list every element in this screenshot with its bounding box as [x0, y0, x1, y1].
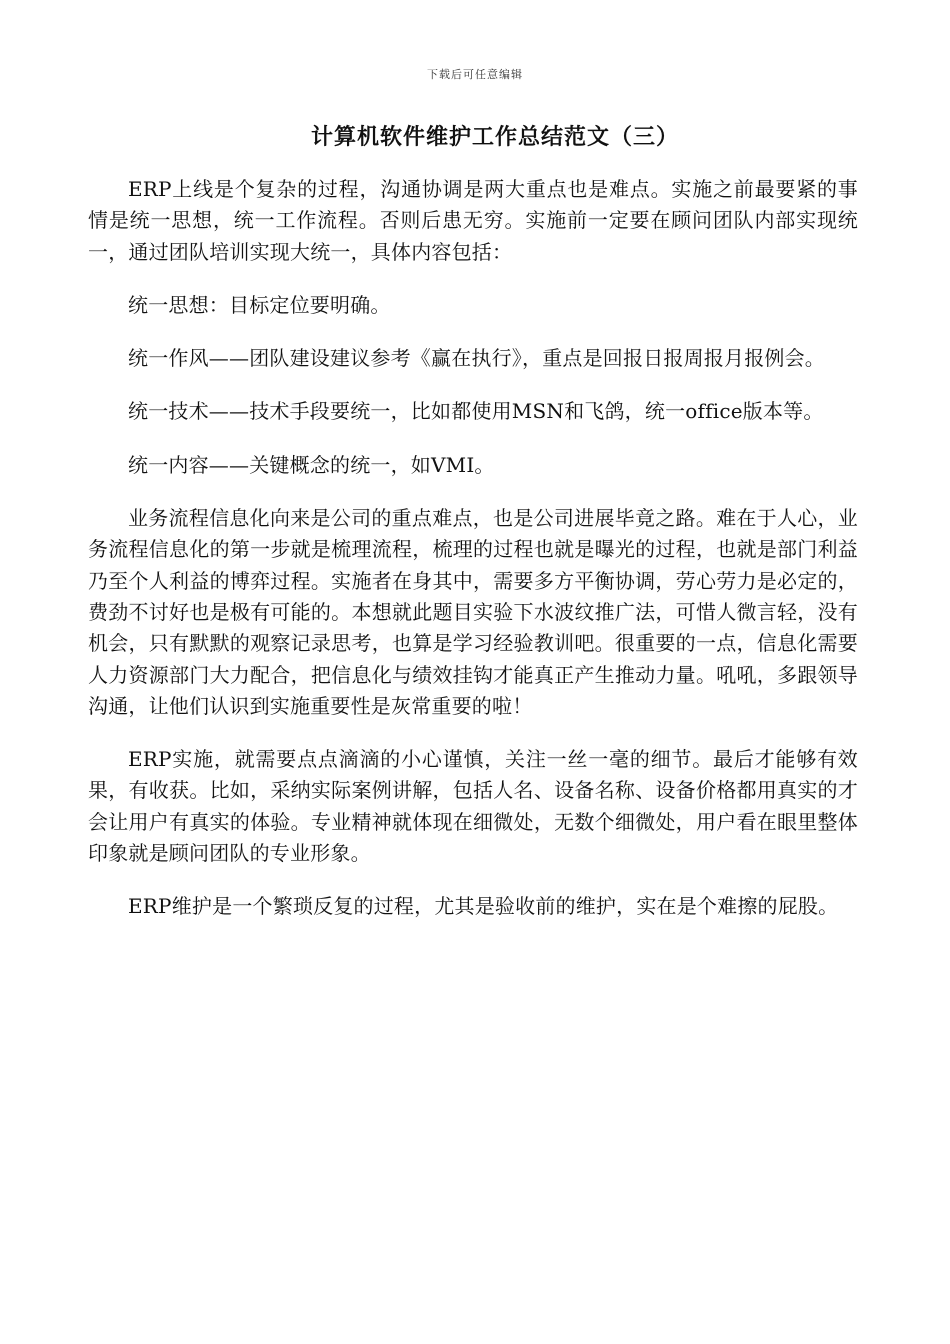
paragraph: ERP维护是一个繁琐反复的过程，尤其是验收前的维护，实在是个难擦的屁股。 [128, 894, 839, 919]
document-body [88, 174, 858, 945]
paragraph: 统一作风——团队建设建议参考《赢在执行》，重点是回报日报周报月报例会。 [128, 346, 825, 371]
header-note: 下载后可任意编辑 [427, 68, 523, 81]
paragraph: ERP上线是个复杂的过程，沟通协调是两大重点也是难点。实施之前最要紧的事情是统一思想，统一工作流程。否则后患无穷。实施前一定要在顾问团队内部实现统一，通过团队培训实现大统一，具体内容包括： [88, 177, 858, 264]
paragraph: 业务流程信息化向来是公司的重点难点，也是公司进展毕竟之路。难在于人心，业务流程信息化的第一步就是梳理流程，梳理的过程也就是曝光的过程，也就是部门利益乃至个人利益的博弈过程。实施者在身其中，需要多方平衡协调，劳心劳力是必定的，费劲不讨好也是极有可能的。本想就此题目实验下水波纹推广法，可惜人微言轻，没有机会，只有默默的观察记录思考，也算是学习经验教训吧。很重要的一点，信息化需要人力资源部门大力配合，把信息化与绩效挂钩才能真正产生推动力量。吼吼，多跟领导沟通，让他们认识到实施重要性是灰常重要的啦！ [88, 506, 858, 718]
paragraph: 统一技术——技术手段要统一，比如都使用MSN和飞鸽，统一office版本等。 [128, 399, 824, 424]
paragraph: 统一思想：目标定位要明确。 [128, 292, 391, 317]
document-title: 计算机软件维护工作总结范文（三） [310, 124, 679, 150]
paragraph: 统一内容——关键概念的统一，如VMI。 [128, 452, 495, 477]
paragraph: ERP实施，就需要点点滴滴的小心谨慎，关注一丝一毫的细节。最后才能够有效果，有收获。比如，采纳实际案例讲解，包括人名、设备名称、设备价格都用真实的才会让用户有真实的体验。专业精神就体现在细微处，无数个细微处，用户看在眼里整体印象就是顾问团队的专业形象。 [88, 747, 858, 866]
